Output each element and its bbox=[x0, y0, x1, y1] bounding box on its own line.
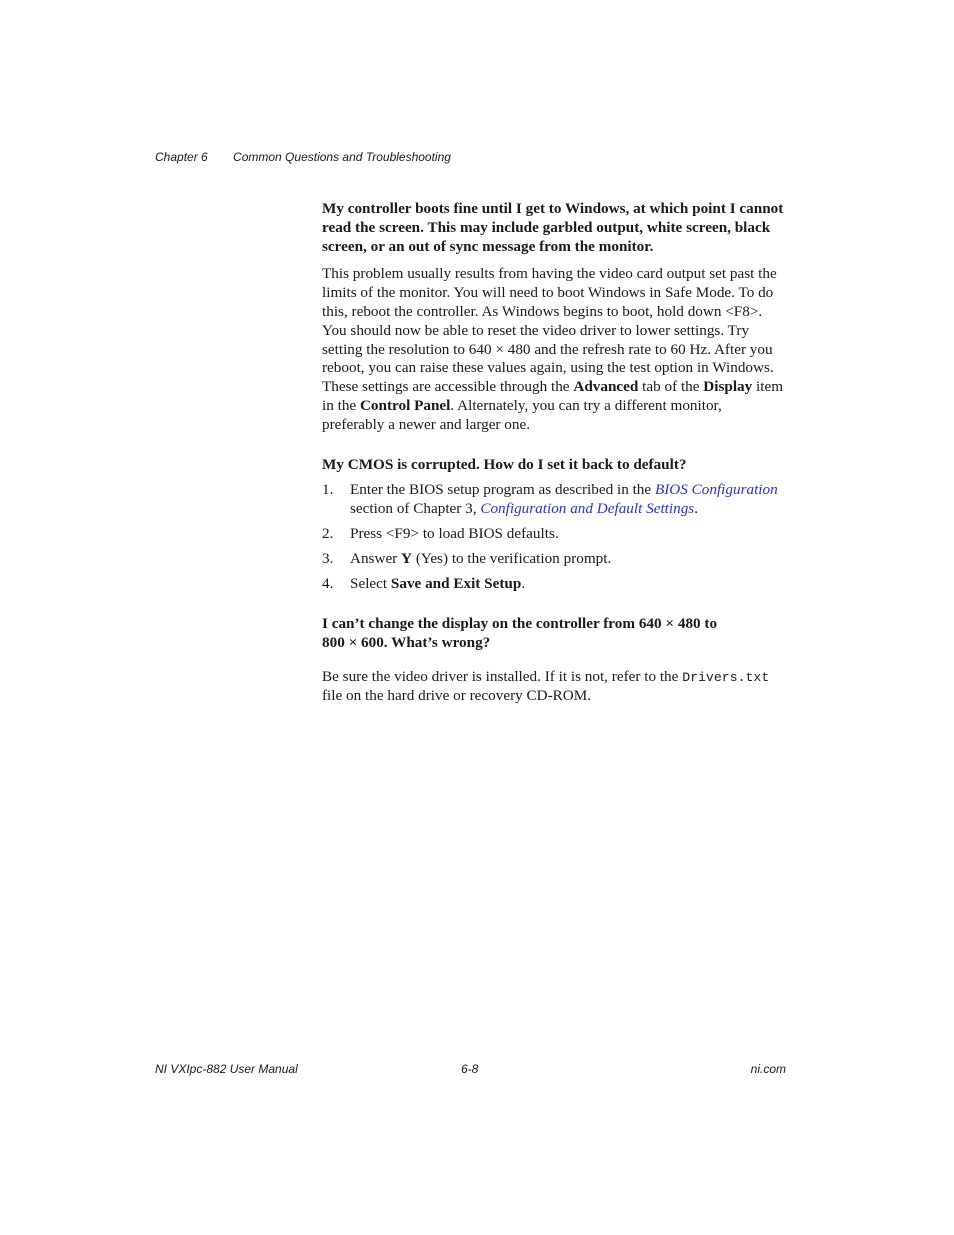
list-item bbox=[322, 525, 784, 544]
main-content bbox=[322, 200, 784, 706]
website-label: ni.com bbox=[750, 1062, 786, 1076]
question-display-resolution bbox=[322, 615, 784, 653]
step-text: Answer bbox=[350, 550, 402, 568]
page-number: 6-8 bbox=[461, 1062, 479, 1076]
advanced-tab-label: Advanced bbox=[573, 378, 639, 396]
answer-display-resolution bbox=[322, 668, 784, 707]
configuration-default-settings-link[interactable]: Configuration and Default Settings bbox=[480, 500, 695, 518]
yes-key-label: Y bbox=[401, 550, 413, 568]
step-text: Select bbox=[350, 575, 391, 593]
step-number: 4. bbox=[322, 575, 334, 593]
chapter-title: Common Questions and Troubleshooting bbox=[233, 150, 451, 164]
question-cmos-corrupted: My CMOS is corrupted. How do I set it back to default? bbox=[322, 455, 687, 473]
step-number: 2. bbox=[322, 525, 334, 543]
list-item bbox=[322, 550, 784, 569]
bios-configuration-link[interactable]: BIOS Configuration bbox=[654, 481, 778, 499]
running-header bbox=[155, 150, 451, 164]
step-text: (Yes) to the verification prompt. bbox=[412, 550, 612, 568]
answer-display-unreadable bbox=[322, 265, 784, 434]
save-exit-setup-label: Save and Exit Setup bbox=[390, 575, 522, 593]
answer-text: This problem usually results from having the video card output set past the limits of the monitor. You will need to boot Windows in Safe Mode. To do this, reboot the controller. As Windows begins to boot, hold down <F8>. You should now be able to reset the video driver to lower settings. Try setting the resolution to 640 × 480 and the refresh rate to 60 Hz. After you reboot, you can raise these values again, using the test option in Windows. These settings are accessible through the bbox=[322, 265, 777, 396]
step-text: . bbox=[521, 575, 526, 593]
question-line: 800 × 600. What’s wrong? bbox=[322, 633, 491, 651]
cmos-steps-list bbox=[322, 481, 784, 594]
manual-title: NI VXIpc-882 User Manual bbox=[155, 1062, 298, 1076]
answer-text: item in the bbox=[322, 378, 784, 414]
list-item bbox=[322, 481, 784, 519]
control-panel-label: Control Panel bbox=[359, 396, 451, 414]
question-line: I can’t change the display on the controller from 640 × 480 to bbox=[322, 614, 718, 632]
answer-text: file on the hard drive or recovery CD-ROM. bbox=[322, 687, 592, 705]
list-item bbox=[322, 575, 784, 594]
step-text: section of Chapter 3, bbox=[350, 500, 481, 518]
step-number: 3. bbox=[322, 550, 334, 568]
step-text: Enter the BIOS setup program as described in the bbox=[350, 481, 655, 499]
step-text: . bbox=[694, 500, 699, 518]
answer-text: Be sure the video driver is installed. If it is not, refer to the bbox=[322, 667, 683, 685]
drivers-txt-filename: Drivers.txt bbox=[682, 669, 770, 685]
chapter-label: Chapter 6 bbox=[155, 150, 208, 164]
step-number: 1. bbox=[322, 481, 334, 499]
question-display-unreadable: My controller boots fine until I get to Windows, at which point I cannot read the screen. This may include garbled output, white screen, black screen, or an out of sync message from the monitor. bbox=[322, 200, 784, 255]
step-text: Press <F9> to load BIOS defaults. bbox=[350, 525, 559, 543]
answer-text: tab of the bbox=[638, 378, 704, 396]
display-item-label: Display bbox=[703, 378, 753, 396]
answer-text: . Alternately, you can try a different monitor, preferably a newer and larger one. bbox=[322, 396, 722, 433]
